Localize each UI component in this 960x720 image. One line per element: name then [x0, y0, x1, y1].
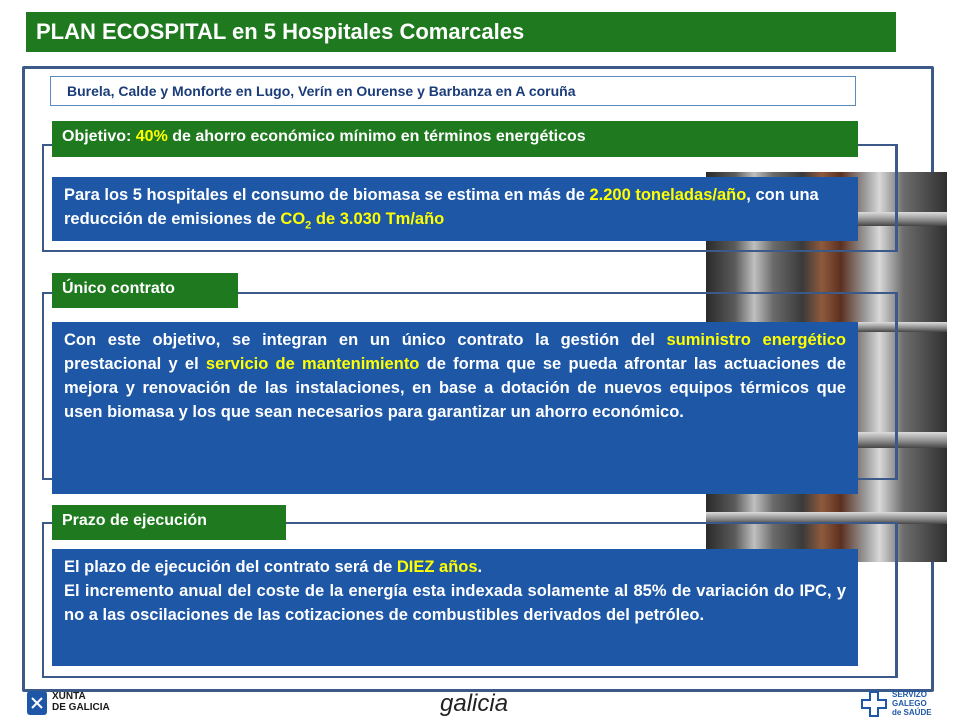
- co2-label: CO: [280, 210, 306, 228]
- galicia-logo: [440, 690, 530, 718]
- contract-label: [52, 273, 238, 308]
- deadline-text: [52, 549, 858, 666]
- objective-percentage: 40%: [135, 128, 168, 145]
- objective-text: [52, 177, 858, 241]
- objective-text-part2: , con una reducción de emisiones de: [64, 186, 819, 228]
- sergas-text-line1: SERVIZO: [892, 690, 927, 699]
- deadline-label: [52, 505, 286, 540]
- sergas-cross-icon: [860, 690, 888, 718]
- contract-text-part2: prestacional y el: [64, 355, 206, 373]
- contract-text-part3: de forma que se pueda afrontar las actuaciones de mejora y renovación de las instalaciones, en base a dotación de nuevos equipos térmicos que usen biomasa y los que sean necesarios para garantizar un ahorro económico.: [64, 355, 846, 421]
- deadline-line1-part2: .: [477, 558, 483, 576]
- co2-subscript: 2: [305, 219, 312, 232]
- ten-years-highlight: DIEZ años: [396, 558, 478, 576]
- objective-label: [52, 121, 858, 157]
- contract-text-part1: Con este objetivo, se integran en un único contrato la gestión del: [64, 331, 667, 349]
- deadline-line1: [64, 555, 846, 579]
- sergas-logo: [860, 690, 960, 720]
- xunta-text-line1: XUNTA: [52, 691, 86, 702]
- xunta-logo: [22, 690, 142, 718]
- page-title-text: PLAN ECOSPITAL en 5 Hospitales Comarcales: [36, 19, 525, 44]
- objective-label-prefix: Objetivo:: [62, 128, 136, 145]
- objective-label-suffix: de ahorro económico mínimo en términos energéticos: [167, 128, 586, 145]
- sergas-text-line2: GALEGO: [892, 699, 927, 708]
- hospitals-subtitle-text: Burela, Calde y Monforte en Lugo, Verín en Ourense y Barbanza en A coruña: [67, 83, 576, 99]
- co2-value: de 3.030 Tm/año: [311, 210, 445, 228]
- xunta-text-line2: DE GALICIA: [52, 702, 110, 713]
- biomass-tonnage: 2.200 toneladas/año: [589, 186, 747, 204]
- contract-label-text: Único contrato: [62, 280, 175, 297]
- contract-text: [52, 322, 858, 494]
- xunta-emblem-icon: [26, 690, 48, 716]
- page-title: [26, 12, 896, 52]
- objective-text-part1: Para los 5 hospitales el consumo de biomasa se estima en más de: [64, 186, 590, 204]
- hospitals-subtitle: [50, 76, 856, 106]
- energy-supply-highlight: suministro energético: [666, 331, 846, 349]
- deadline-line1-part1: El plazo de ejecución del contrato será de: [64, 558, 397, 576]
- galicia-logo-text: galicia: [440, 690, 509, 717]
- maintenance-highlight: servicio de mantenimiento: [205, 355, 420, 373]
- deadline-label-text: Prazo de ejecución: [62, 512, 207, 529]
- sergas-text-line3: de SAÚDE: [892, 708, 932, 717]
- co2-reduction: [280, 210, 445, 232]
- deadline-line2: El incremento anual del coste de la energía esta indexada solamente al 85% de variación do IPC, y no a las oscilaciones de las cotizaciones de combustibles derivados del petróleo.: [64, 582, 846, 624]
